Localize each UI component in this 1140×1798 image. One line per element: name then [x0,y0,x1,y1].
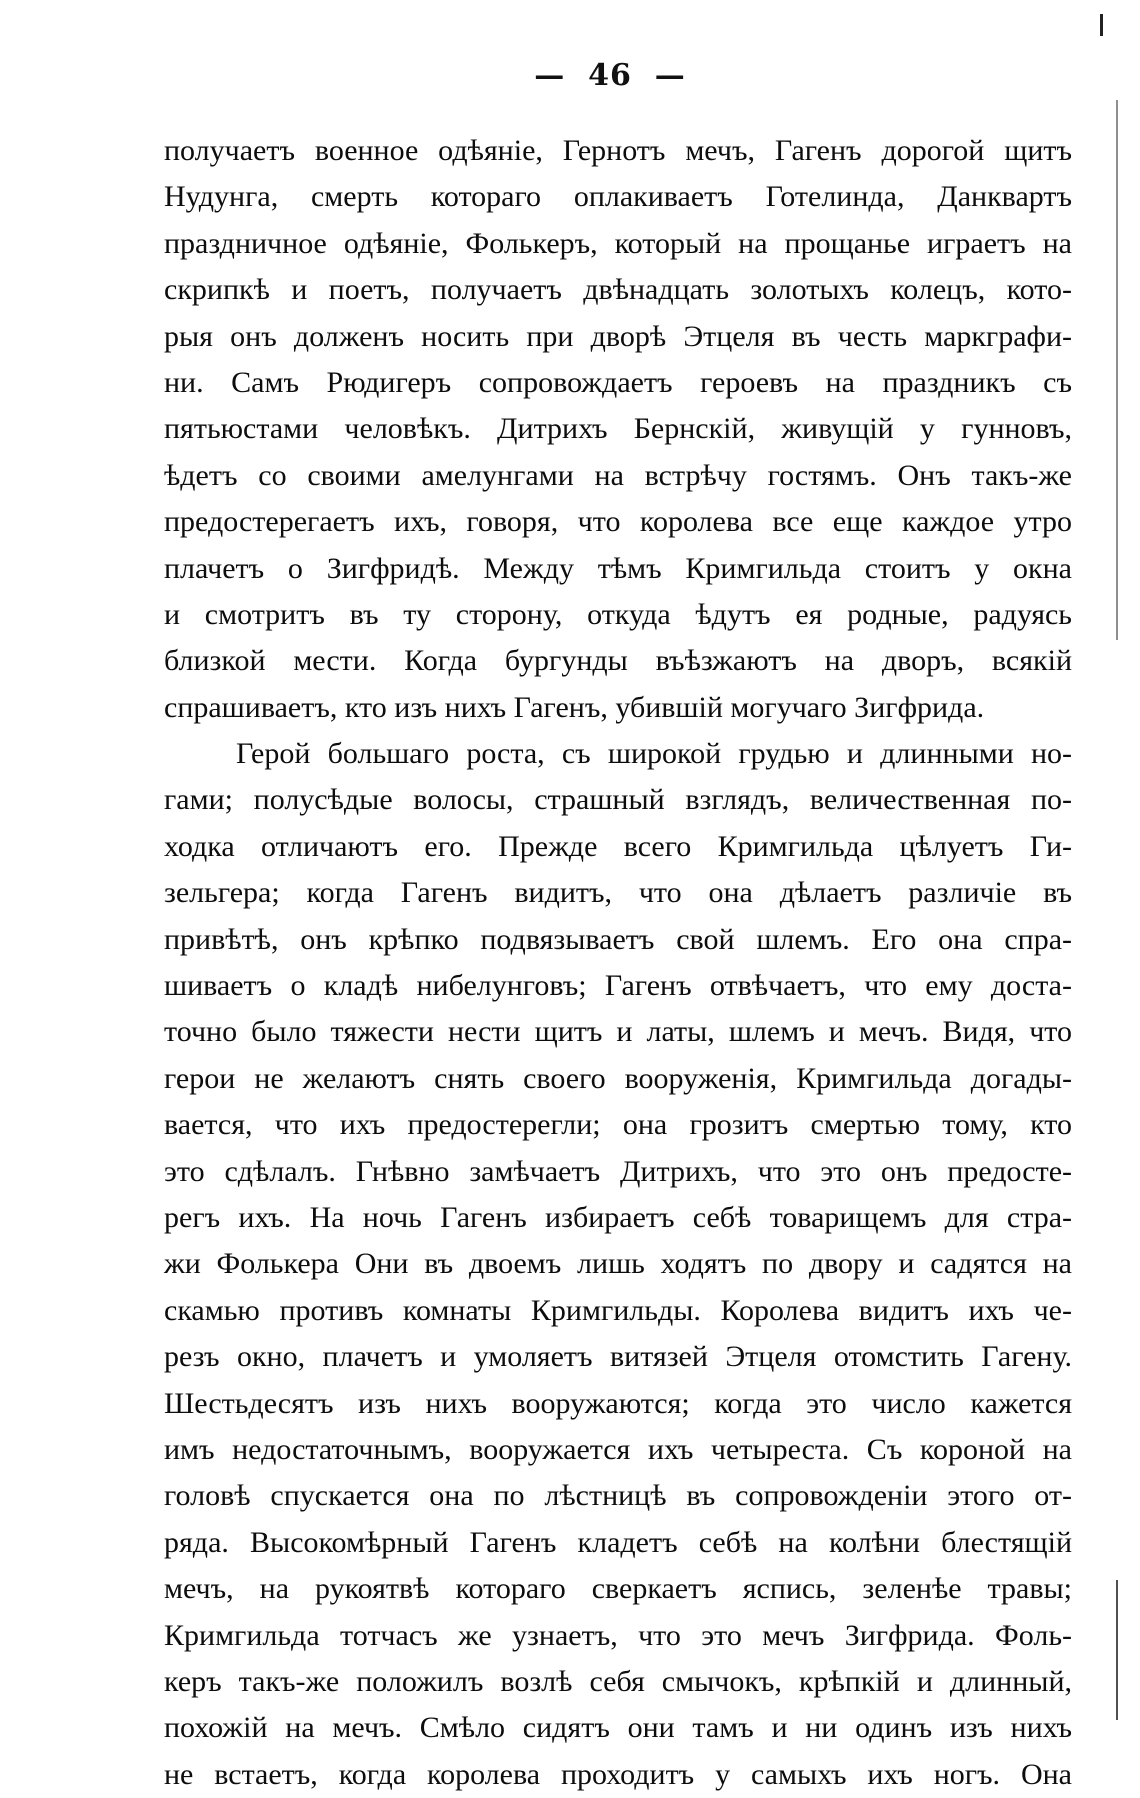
text-line: Шестьдесятъ изъ нихъ вооружаются; когда это число кажется [164,1386,1072,1420]
text-line: Нудунга, смерть котораго оплакиваетъ Готелинда, Данквартъ [164,180,1072,214]
text-line: и смотритъ въ ту сторону, откуда ѣдутъ ея родные, радуясь [164,597,1072,631]
text-line: не встаетъ, когда королева проходитъ у самыхъ ихъ ногъ. Она [164,1757,1072,1791]
text-line: скамью противъ комнаты Кримгильды. Королева видитъ ихъ че- [164,1293,1072,1327]
text-line: жи Фолькера Они въ двоемъ лишь ходятъ по двору и садятся на [164,1247,1072,1281]
page-number-value: 46 [588,58,632,93]
text-line: пятьюстами человѣкъ. Дитрихъ Бернскій, живущій у гунновъ, [164,412,1072,446]
text-line: регъ ихъ. На ночь Гагенъ избираетъ себѣ товарищемъ для стра- [164,1200,1072,1234]
margin-mark [1100,14,1103,36]
page-number-dash-right: — [654,58,686,93]
text-line: резъ окно, плачетъ и умоляетъ витязей Этцеля отомстить Гагену. [164,1340,1072,1374]
text-line: головѣ спускается она по лѣстницѣ въ сопровожденіи этого от- [164,1479,1072,1513]
text-line: Кримгильда тотчасъ же узнаетъ, что это мечъ Зигфрида. Фоль- [164,1618,1072,1652]
body-text [164,128,1072,1798]
scan-edge-line [1116,100,1118,640]
text-line: близкой мести. Когда бургунды въѣзжаютъ на дворъ, всякій [164,644,1072,678]
text-line: Герой большаго роста, съ широкой грудью и длинными но- [236,737,1072,771]
text-line: праздничное одѣяніе, Фолькеръ, который на прощанье играетъ на [164,226,1072,260]
text-line: герои не желаютъ снять своего вооруженія, Кримгильда догады- [164,1061,1072,1095]
text-line: ѣдетъ со своими амелунгами на встрѣчу гостямъ. Онъ такъ-же [164,458,1072,492]
text-line: скрипкѣ и поетъ, получаетъ двѣнадцать золотыхъ колецъ, кото- [164,273,1072,307]
text-line: шиваетъ о кладѣ нибелунговъ; Гагенъ отвѣчаетъ, что ему доста- [164,969,1072,1003]
text-line: предостерегаетъ ихъ, говоря, что королева все еще каждое утро [164,505,1072,539]
text-line: ряда. Высокомѣрный Гагенъ кладетъ себѣ на колѣни блестящій [164,1525,1072,1559]
text-line: мечъ, на рукоятвѣ котораго сверкаетъ яспись, зеленѣе травы; [164,1572,1072,1606]
text-line: привѣтѣ, онъ крѣпко подвязываетъ свой шлемъ. Его она спра- [164,922,1072,956]
text-line: спрашиваетъ, кто изъ нихъ Гагенъ, убившій могучаго Зигфрида. [164,690,985,724]
text-line: керъ такъ-же положилъ возлѣ себя смычокъ, крѣпкій и длинный, [164,1664,1072,1698]
page-number [520,58,700,93]
text-line: ходка отличаютъ его. Прежде всего Кримгильда цѣлуетъ Ги- [164,829,1072,863]
text-line: вается, что ихъ предостерегли; она грозитъ смертью тому, кто [164,1108,1072,1142]
text-line: рыя онъ долженъ носить при дворѣ Этцеля въ честь маркграфи- [164,319,1072,353]
page-number-dash-left: — [534,58,566,93]
text-line: получаетъ военное одѣяніе, Гернотъ мечъ, Гагенъ дорогой щитъ [164,134,1072,167]
text-line: плачетъ о Зигфридѣ. Между тѣмъ Кримгильда стоитъ у окна [164,551,1072,585]
text-line: гами; полусѣдые волосы, страшный взглядъ, величественная по- [164,783,1072,817]
scan-edge-line [1116,1580,1118,1720]
text-line: похожій на мечъ. Смѣло сидятъ они тамъ и ни одинъ изъ нихъ [164,1711,1072,1745]
text-line: ни. Самъ Рюдигеръ сопровождаетъ героевъ на праздникъ съ [164,365,1072,399]
text-line: это сдѣлалъ. Гнѣвно замѣчаетъ Дитрихъ, что это онъ предосте- [164,1154,1072,1188]
text-line: точно было тяжести нести щитъ и латы, шлемъ и мечъ. Видя, что [164,1015,1072,1049]
text-line: имъ недостаточнымъ, вооружается ихъ четыреста. Съ короной на [164,1432,1072,1466]
text-line: зельгера; когда Гагенъ видитъ, что она дѣлаетъ различіе въ [164,876,1072,910]
